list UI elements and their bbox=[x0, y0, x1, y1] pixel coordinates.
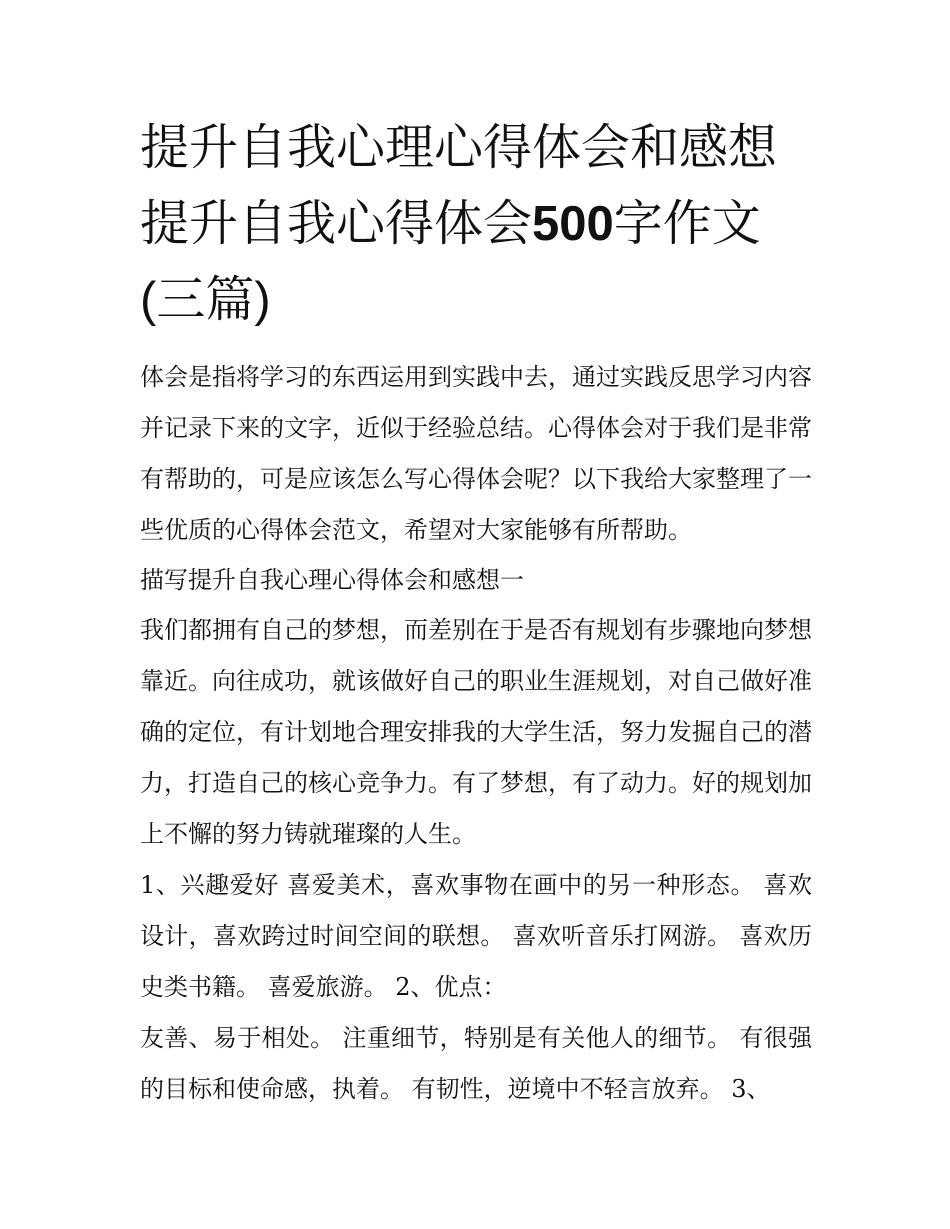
body-paragraph-3: 友善、易于相处。 注重细节，特别是有关他人的细节。 有很强的目标和使命感，执着。 有韧性，逆境中不轻言放弃。 3、 bbox=[140, 1024, 812, 1103]
title-line-1 bbox=[140, 110, 812, 186]
title-line-1-text: 提升自我心理心得体会和感想 bbox=[140, 119, 778, 176]
title-close-paren: ) bbox=[254, 273, 271, 327]
title-line-2-prefix: 提升自我心得体会 bbox=[140, 195, 533, 252]
title-open-paren: ( bbox=[140, 273, 157, 327]
body-paragraph-1: 我们都拥有自己的梦想，而差别在于是否有规划有步骤地向梦想靠近。向往成功，就该做好自己的职业生涯规划，对自己做好准确的定位，有计划地合理安排我的大学生活，努力发掘自己的潜力，打造自己的核心竞争力。有了梦想，有了动力。好的规划加上不懈的努力铸就璀璨的人生。 bbox=[140, 616, 812, 848]
title-line-3 bbox=[140, 262, 812, 338]
section-heading: 描写提升自我心理心得体会和感想一 bbox=[140, 566, 524, 594]
title-line-2 bbox=[140, 186, 812, 262]
document-title bbox=[140, 110, 812, 338]
body-paragraph-2: 1、兴趣爱好 喜爱美术，喜欢事物在画中的另一种形态。 喜欢设计，喜欢跨过时间空间的联想。 喜欢听音乐打网游。 喜欢历史类书籍。 喜爱旅游。 2、优点： bbox=[140, 871, 812, 1001]
document-content bbox=[140, 110, 812, 1115]
intro-paragraph: 体会是指将学习的东西运用到实践中去，通过实践反思学习内容并记录下来的文字，近似于经验总结。心得体会对于我们是非常有帮助的，可是应该怎么写心得体会呢？以下我给大家整理了一些优质的心得体会范文，希望对大家能够有所帮助。 bbox=[140, 363, 812, 544]
document-body bbox=[140, 352, 812, 1115]
title-line-3-text: 三篇 bbox=[156, 271, 255, 328]
title-line-2-suffix: 字作文 bbox=[613, 195, 761, 252]
title-word-count: 500 bbox=[532, 197, 614, 251]
